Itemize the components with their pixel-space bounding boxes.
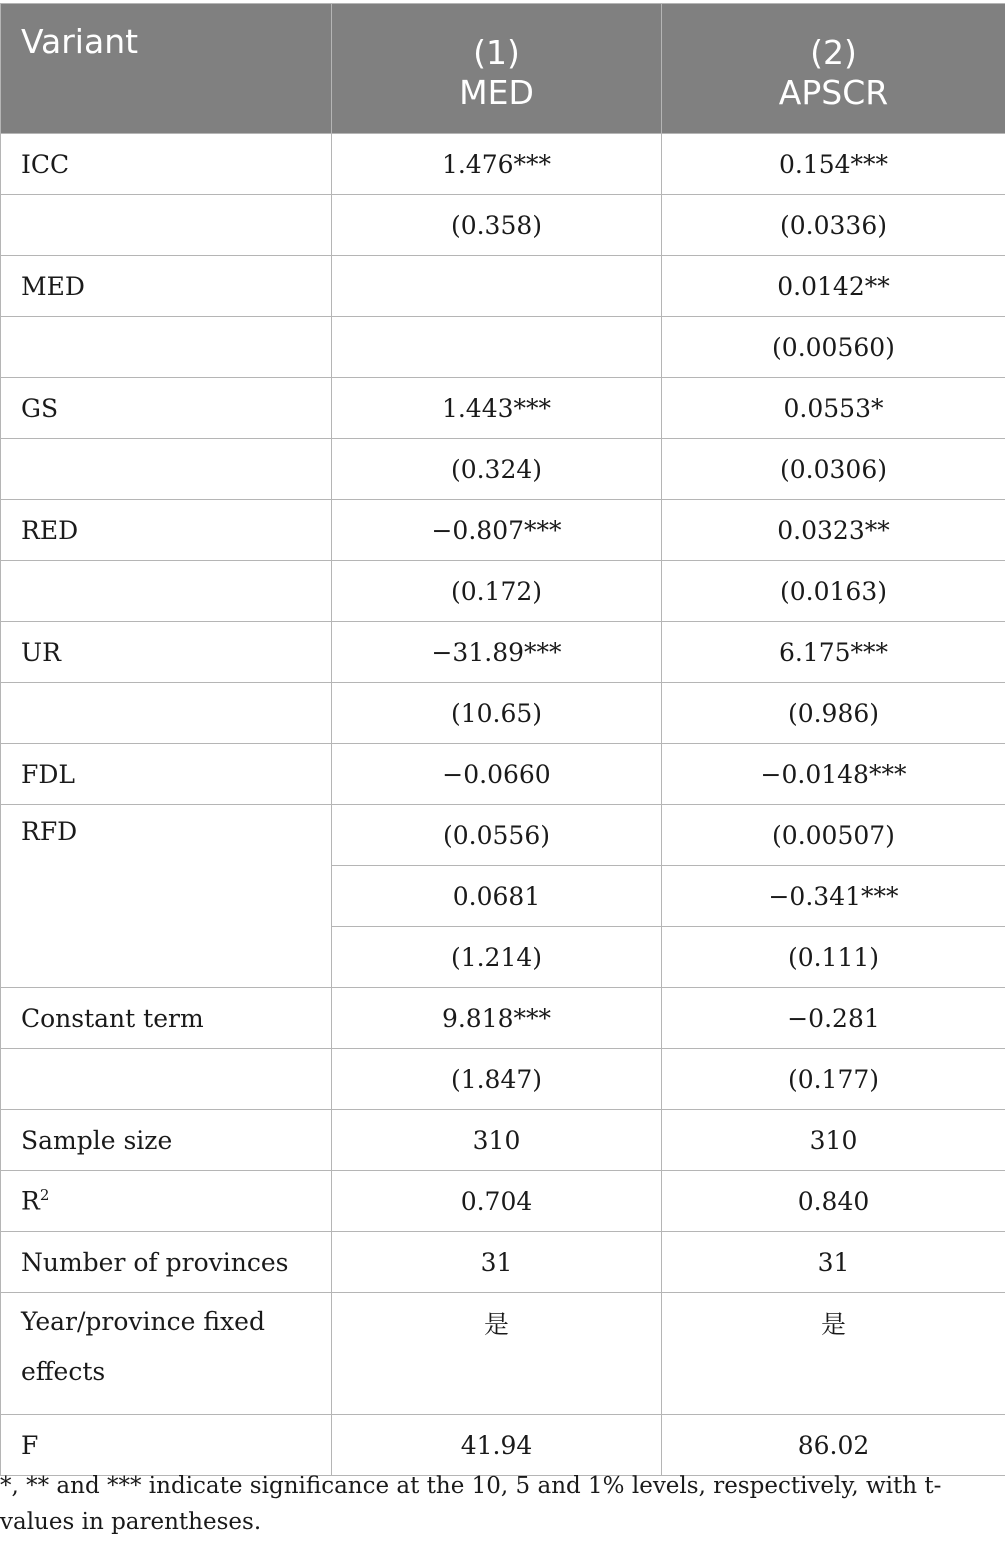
table-row <box>1 439 1005 500</box>
row-label <box>1 195 332 256</box>
cell-col1: 1.443*** <box>332 378 662 439</box>
cell-col2: 0.154*** <box>662 134 1005 195</box>
cell-col2: 0.840 <box>662 1171 1005 1232</box>
cell-col2: (0.0306) <box>662 439 1005 500</box>
cell-col1: (0.324) <box>332 439 662 500</box>
row-label: Sample size <box>1 1110 332 1171</box>
row-label: Constant term <box>1 988 332 1049</box>
row-label: Number of provinces <box>1 1232 332 1293</box>
cell-col2: −0.341*** <box>662 866 1005 927</box>
table-row <box>1 500 1005 561</box>
row-label-r-squared <box>1 1171 332 1232</box>
cell-col2: (0.0336) <box>662 195 1005 256</box>
header-col2-number: (2) <box>810 32 857 72</box>
r-squared-superscript: 2 <box>39 1186 50 1205</box>
cell-col1: (0.358) <box>332 195 662 256</box>
row-label: UR <box>1 622 332 683</box>
cell-col1: 1.476*** <box>332 134 662 195</box>
header-col1 <box>332 4 662 134</box>
cell-col2: (0.0163) <box>662 561 1005 622</box>
table-row <box>1 378 1005 439</box>
table-row <box>1 561 1005 622</box>
table-row <box>1 317 1005 378</box>
row-label: MED <box>1 256 332 317</box>
row-label: RFD <box>1 805 332 988</box>
cell-col2: (0.986) <box>662 683 1005 744</box>
cell-col1: 9.818*** <box>332 988 662 1049</box>
row-label: F <box>1 1415 332 1476</box>
row-label <box>1 1049 332 1110</box>
table-row <box>1 805 1005 866</box>
cell-col1: −31.89*** <box>332 622 662 683</box>
r-squared-base: R <box>21 1186 40 1216</box>
table-row <box>1 744 1005 805</box>
cell-col1: (0.0556) <box>332 805 662 866</box>
cell-col2: 6.175*** <box>662 622 1005 683</box>
table-row <box>1 622 1005 683</box>
header-col2 <box>662 4 1005 134</box>
cell-col2: 是 <box>662 1293 1005 1415</box>
cell-col1: (0.172) <box>332 561 662 622</box>
table-row <box>1 1415 1005 1476</box>
table-row <box>1 195 1005 256</box>
table-row <box>1 256 1005 317</box>
table-row <box>1 1171 1005 1232</box>
row-label: GS <box>1 378 332 439</box>
table-row <box>1 134 1005 195</box>
row-label: Year/province fixed effects <box>1 1293 332 1415</box>
table-header-row <box>1 4 1005 134</box>
cell-col1: −0.807*** <box>332 500 662 561</box>
header-col1-name: MED <box>459 72 534 112</box>
row-label: ICC <box>1 134 332 195</box>
cell-col2: 310 <box>662 1110 1005 1171</box>
row-label <box>1 561 332 622</box>
header-variant: Variant <box>1 4 332 134</box>
cell-col1: 是 <box>332 1293 662 1415</box>
cell-col1: 41.94 <box>332 1415 662 1476</box>
table-footnote: *, ** and *** indicate significance at the 10, 5 and 1% levels, respectively, with t-values in parentheses. <box>0 1473 942 1535</box>
regression-table <box>0 3 1005 1476</box>
cell-col1: 0.704 <box>332 1171 662 1232</box>
table-row <box>1 988 1005 1049</box>
cell-col2: (0.177) <box>662 1049 1005 1110</box>
cell-col1: 31 <box>332 1232 662 1293</box>
table-row <box>1 1110 1005 1171</box>
table-row <box>1 1049 1005 1110</box>
cell-col1 <box>332 256 662 317</box>
row-label <box>1 683 332 744</box>
cell-col2: 86.02 <box>662 1415 1005 1476</box>
row-label: FDL <box>1 744 332 805</box>
cell-col2: −0.0148*** <box>662 744 1005 805</box>
cell-col2: 31 <box>662 1232 1005 1293</box>
cell-col1: (1.847) <box>332 1049 662 1110</box>
row-label: RED <box>1 500 332 561</box>
row-label <box>1 317 332 378</box>
row-label <box>1 439 332 500</box>
cell-col1 <box>332 317 662 378</box>
cell-col2: (0.00560) <box>662 317 1005 378</box>
table-row <box>1 1293 1005 1415</box>
header-col2-name: APSCR <box>778 72 889 112</box>
cell-col1: (10.65) <box>332 683 662 744</box>
cell-col2: 0.0323** <box>662 500 1005 561</box>
table-row <box>1 1232 1005 1293</box>
cell-col2: (0.00507) <box>662 805 1005 866</box>
table-row <box>1 683 1005 744</box>
cell-col1: (1.214) <box>332 927 662 988</box>
cell-col2: 0.0142** <box>662 256 1005 317</box>
header-col1-number: (1) <box>473 32 520 72</box>
cell-col1: −0.0660 <box>332 744 662 805</box>
cell-col2: 0.0553* <box>662 378 1005 439</box>
cell-col1: 310 <box>332 1110 662 1171</box>
cell-col1: 0.0681 <box>332 866 662 927</box>
cell-col2: (0.111) <box>662 927 1005 988</box>
cell-col2: −0.281 <box>662 988 1005 1049</box>
